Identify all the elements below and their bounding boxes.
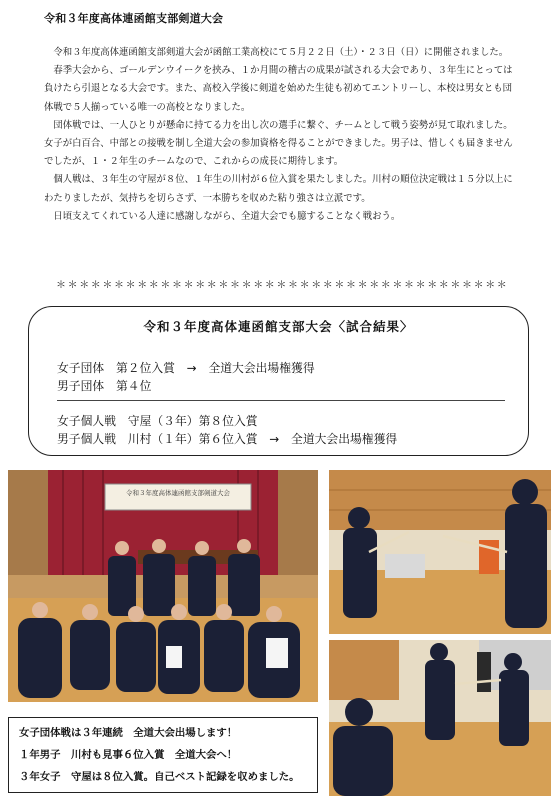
caption-line: １年男子 川村も見事６位入賞 全道大会へ！ [19, 749, 238, 761]
paragraph: 令和３年度高体連函館支部剣道大会が函館工業高校にて５月２２日（土）・２３日（日）に開催されました。 [53, 47, 509, 58]
paragraph: 個人戦は、３年生の守屋が８位、１年生の川村が６位入賞を果たしました。川村の順位決定戦は１５分以上にわたりましたが、気持ちを切らさず、一本勝ちを収めた粘り強さは立派です。 [44, 174, 513, 204]
caption-line: ３年女子 守屋は８位入賞。自己ベスト記録を収めました。 [19, 771, 300, 783]
match-photo-1 [329, 470, 551, 634]
result-individual-men: 男子個人戦 川村（１年）第６位入賞 → 全道大会出場権獲得 [57, 432, 398, 446]
caption-box [8, 717, 318, 793]
paragraph: 春季大会から、ゴールデンウイークを挟み、１か月間の稽古の成果が試される大会であり、３年生にとっては負けたら引退となる大会です。また、高校入学後に剣道を始めた生徒も初めてエントリーし、本校は男女とも団体戦で５人揃っている唯一の高校となりました。 [44, 65, 513, 113]
results-box [28, 306, 529, 456]
paragraph: 日頃支えてくれている人達に感謝しながら、全道大会でも臆することなく戦おう。 [53, 210, 401, 222]
banner-text: 令和３年度高体連函館支部剣道大会 [126, 489, 230, 497]
result-team-women: 女子団体 第２位入賞 → 全道大会出場権獲得 [57, 361, 315, 375]
caption-line: 女子団体戦は３年連続 全道大会出場します！ [19, 727, 238, 739]
results-title: 令和３年度高体連函館支部大会〈試合結果〉 [143, 319, 414, 334]
paragraph: 団体戦では、一人ひとりが懸命に持てる力を出し次の選手に繋ぐ、チームとして戦う姿勢が見て取れました。女子が白百合、中部との接戦を制し全道大会の参加資格を得ることができました。男子は、惜しくも届きませんでしたが、１・２年生のチームなので、これからの成長に期待します。 [44, 119, 513, 168]
page-title: 令和３年度高体連函館支部剣道大会 [44, 12, 224, 25]
results-divider [57, 400, 505, 401]
article-body [44, 44, 514, 226]
result-team-men: 男子団体 第４位 [57, 379, 152, 393]
team-photo [8, 470, 318, 702]
separator-line: ＊＊＊＊＊＊＊＊＊＊＊＊＊＊＊＊＊＊＊＊＊＊＊＊＊＊＊＊＊＊＊＊＊＊＊＊＊＊＊ [56, 280, 509, 291]
result-individual-women: 女子個人戦 守屋（３年）第８位入賞 [57, 414, 258, 428]
match-photo-2 [329, 640, 551, 796]
